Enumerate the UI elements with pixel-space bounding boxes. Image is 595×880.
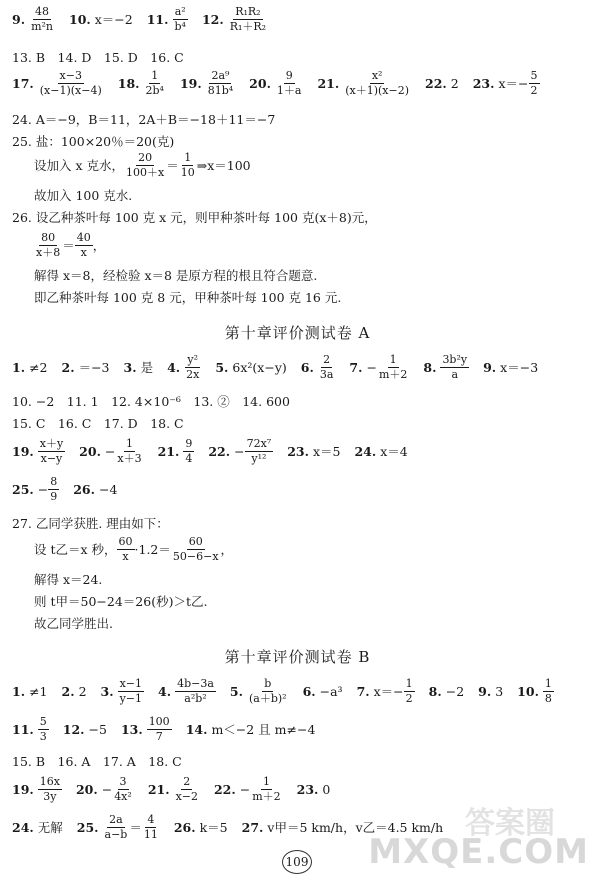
answer-line-24: 24. A＝−9，B＝11，2A＋B＝−18＋11＝−7 xyxy=(12,112,276,127)
text-line: 故加入 100 克水. xyxy=(34,188,133,203)
fraction: 48 m²n xyxy=(31,5,53,33)
answer-line-a-1-9: 1. ≠2 2. ＝−3 3. 是 4. y² 2x 5. 6x²(x−y) 6. 2 3a 7. − $\frac{1}{m+2}$ 8. 3b²y a 9. x＝−3 xyxy=(12,353,539,381)
answer-line-b-19-23: 19. 16x 3y 20. − $\frac{3}{\text{4x²}}$ 21. 2 x−2 22. − $\frac{1}{m+2}$ 23. 0 xyxy=(12,775,331,803)
section-title-b: 第十章评价测试卷 B xyxy=(224,648,371,666)
equation-line: 80 x＋8 ＝ 40 x ， xyxy=(36,231,106,259)
answer-line-17-23: 17. x−3 (x−1)(x−4) 18. 1 2b⁴ 19. 2a⁹ 81b⁴ 20. 9 1＋a 21. x² (x＋1)(x−2) 22. 2 23. x＝− $\frac{5}{2}$ xyxy=(12,69,538,97)
answer-line-a-10-14: 10. −2 11. 1 12. 4×10⁻⁶ 13. ② 14. 600 xyxy=(12,394,290,409)
section-title-a: 第十章评价测试卷 A xyxy=(224,324,371,342)
answer-line-13-16: 13. B 14. D 15. D 16. C xyxy=(12,50,184,65)
answer-line-b-24-27: 24. 无解 25. 2a a−b ＝ 4 11 26. k＝5 27. v甲＝5 km/h，v乙＝4.5 km/h xyxy=(12,813,444,841)
text-line: 解得 x＝8，经检验 x＝8 是原方程的根且符合题意. xyxy=(34,268,318,283)
answer-line-b-11-14: 11. 5 3 12. −5 13. 100 7 14. m＜−2 且 m≠−4 xyxy=(12,715,316,743)
watermark-logo: 答案圈 xyxy=(465,806,555,841)
watermark-url: MXQE.COM xyxy=(368,832,589,872)
answer-line-a-19-24: 19. x＋y x−y 20. − $\frac{1}{x+3}$ 21. 9 4 22. − $\frac{\text{72x⁷}}{\text{y¹²}}$ 23. x＝5 24. x＝4 xyxy=(12,437,408,465)
answer-line-b-1-10: 1. ≠1 2. 2 3. x−1 y−1 4. 4b−3a a²b² 5. b (a＋b)² 6. −a³ 7. x＝− $\frac{1}{2}$ 8. −2 9. 3 10. 1 8 xyxy=(12,677,552,705)
text-line: 即乙种茶叶每 100 克 8 元，甲种茶叶每 100 克 16 元. xyxy=(34,290,342,305)
equation-line: 设加入 x 克水， 20 100＋x ＝ 1 10 ⇒x＝100 xyxy=(34,151,251,179)
answer-line-9-12: 9. 48 m²n 10. x＝−2 11. a² b⁴ 12. R₁R₂ R₁＋R₂ xyxy=(12,5,267,33)
page-number: 109 xyxy=(282,850,312,874)
text-line: 解得 x＝24. xyxy=(34,572,103,587)
text-line: 则 t甲＝50−24＝26(秒)＞t乙. xyxy=(34,594,208,609)
equation-line: 设 t乙＝x 秒， 60 x ·1.2＝ 60 50−6−x ， xyxy=(34,535,234,563)
answer-line-26: 26. 设乙种茶叶每 100 克 x 元，则甲种茶叶每 100 克(x＋8)元， xyxy=(12,210,377,225)
answer-line-a-25-26: 25. − $\frac{8}{9}$ 26. −4 xyxy=(12,475,118,503)
answer-line-a-15-18: 15. C 16. C 17. D 18. C xyxy=(12,416,184,431)
answer-line-b-15-18: 15. B 16. A 17. A 18. C xyxy=(12,754,182,769)
answer-line-a-27: 27. 乙同学获胜. 理由如下： xyxy=(12,516,169,531)
text-line: 故乙同学胜出. xyxy=(34,616,113,631)
answer-line-25: 25. 盐：100×20％＝20(克) xyxy=(12,134,175,149)
